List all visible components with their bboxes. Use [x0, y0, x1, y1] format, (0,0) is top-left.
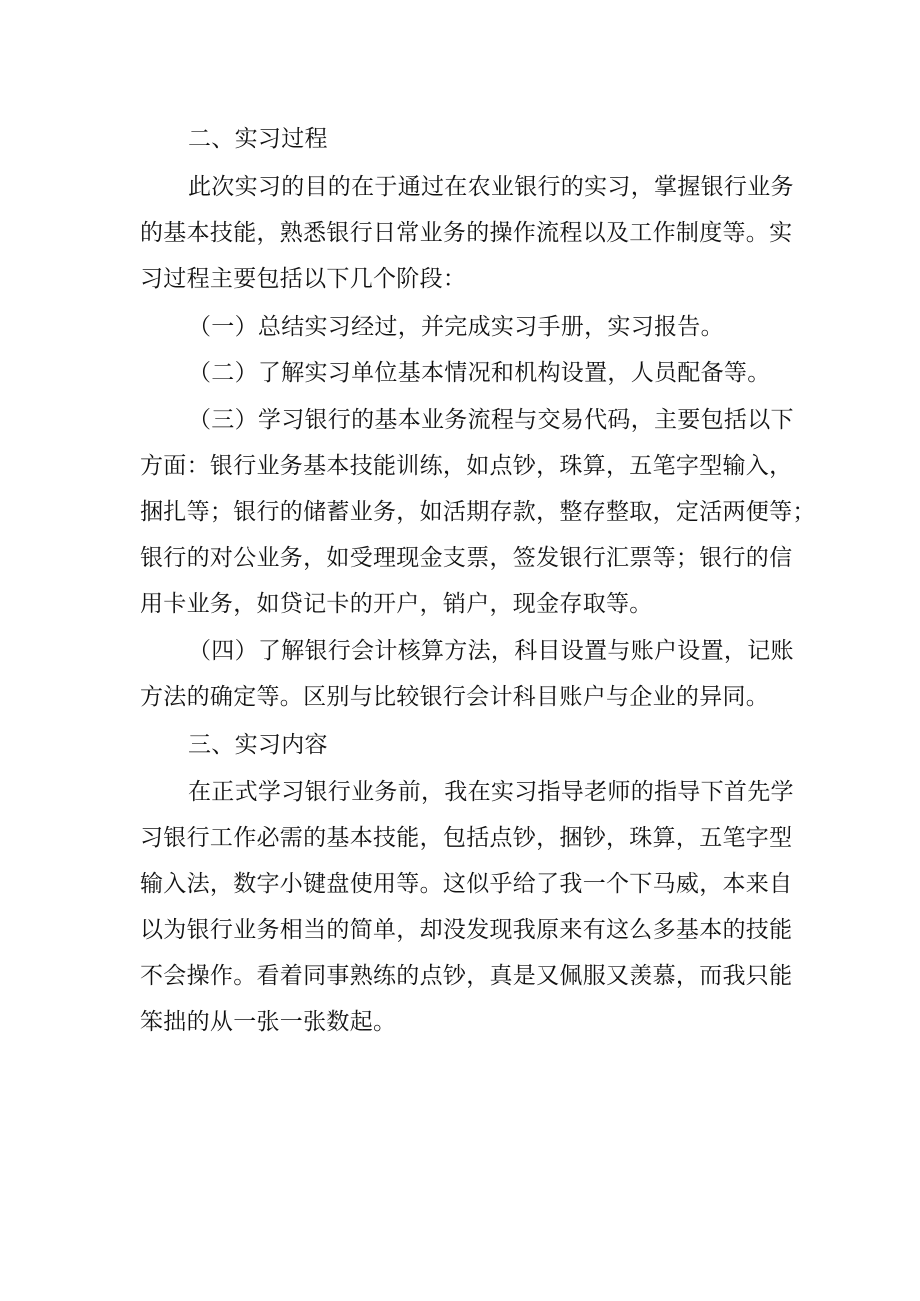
section-heading-content: 三、实习内容 [188, 732, 328, 758]
content-line-2: 习银行工作必需的基本技能，包括点钞，捆钞，珠算，五笔字型 [140, 825, 793, 851]
stage-4-line-1: （四）了解银行会计核算方法，科目设置与账户设置，记账 [188, 638, 794, 664]
stage-3-line-5: 用卡业务，如贷记卡的开户，销户，现金存取等。 [140, 591, 653, 617]
content-line-3: 输入法，数字小键盘使用等。这似乎给了我一个下马威，本来自 [140, 871, 793, 897]
intro-line-2: 的基本技能，熟悉银行日常业务的操作流程以及工作制度等。实 [140, 220, 793, 246]
stage-3-line-3: 捆扎等；银行的储蓄业务，如活期存款，整存整取，定活两便等； [140, 499, 816, 525]
stage-2-text: （二）了解实习单位基本情况和机构设置，人员配备等。 [188, 360, 771, 386]
intro-line-1: 此次实习的目的在于通过在农业银行的实习，掌握银行业务 [188, 174, 794, 200]
section-heading-process: 二、实习过程 [188, 126, 328, 152]
content-line-6: 笨拙的从一张一张数起。 [140, 1009, 397, 1035]
stage-3-line-4: 银行的对公业务，如受理现金支票，签发银行汇票等；银行的信 [140, 545, 793, 571]
stage-1-text: （一）总结实习经过，并完成实习手册，实习报告。 [188, 314, 724, 340]
stage-3-line-1: （三）学习银行的基本业务流程与交易代码，主要包括以下 [188, 407, 794, 433]
stage-4-line-2: 方法的确定等。区别与比较银行会计科目账户与企业的异同。 [140, 684, 770, 710]
intro-line-3: 习过程主要包括以下几个阶段： [140, 266, 467, 292]
content-line-4: 以为银行业务相当的简单，却没发现我原来有这么多基本的技能 [140, 917, 793, 943]
stage-3-line-2: 方面：银行业务基本技能训练，如点钞，珠算，五笔字型输入， [140, 453, 793, 479]
content-line-1: 在正式学习银行业务前，我在实习指导老师的指导下首先学 [188, 779, 794, 805]
content-line-5: 不会操作。看着同事熟练的点钞，真是又佩服又羡慕，而我只能 [140, 963, 793, 989]
